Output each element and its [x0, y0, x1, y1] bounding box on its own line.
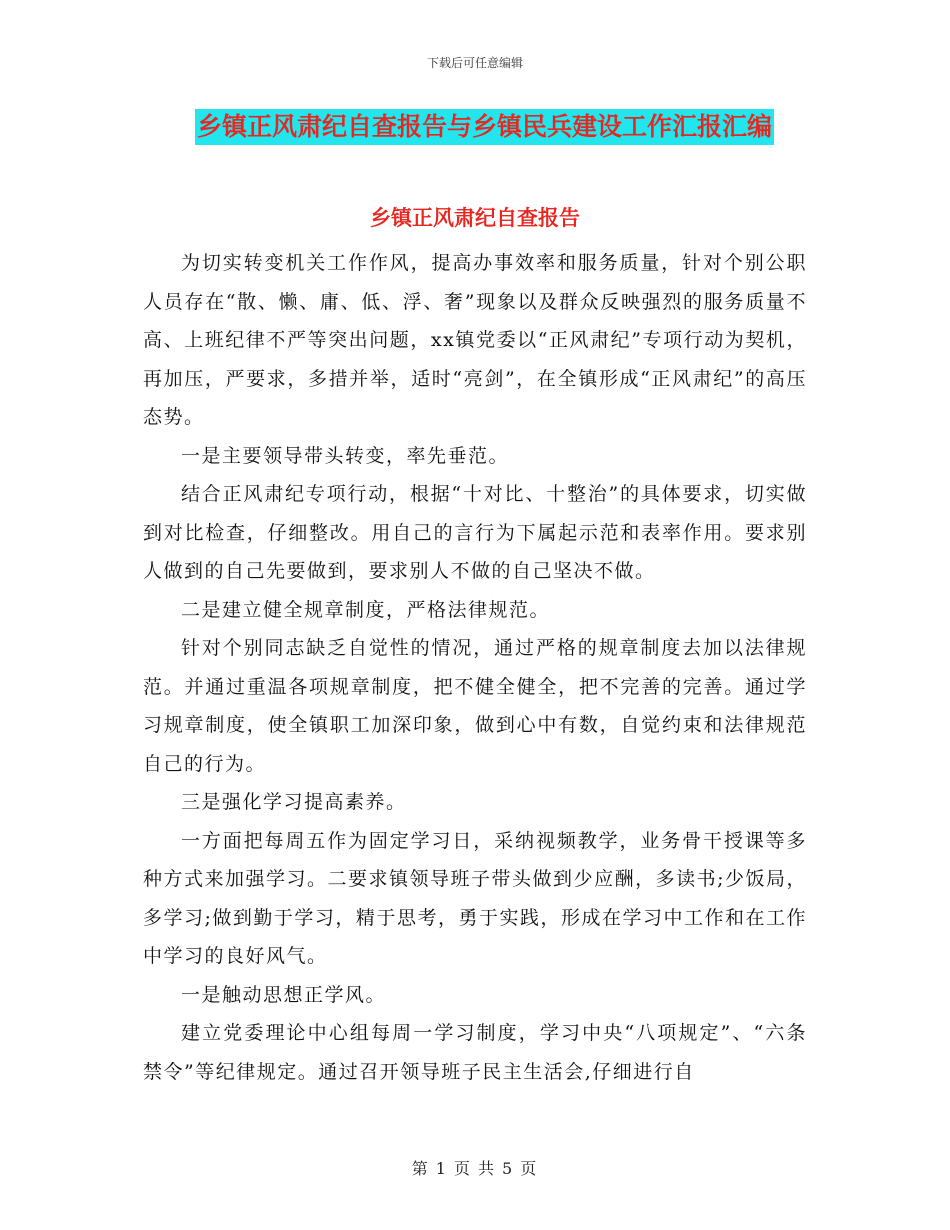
footer-page-word: 第 — [411, 1159, 430, 1178]
page-footer — [0, 1156, 950, 1179]
paragraph-heading-1: 一是主要领导带头转变，率先垂范。 — [181, 444, 510, 467]
section-title: 乡镇正风肃纪自查报告 — [370, 206, 580, 230]
paragraph: 针对个别同志缺乏自觉性的情况，通过严格的规章制度去加以法律规范。并通过重温各项规章制度，把不健全健全，把不完善的完善。通过学习规章制度，使全镇职工加深印象，做到心中有数，自觉约束和法律规范自己的行为。 — [143, 637, 807, 775]
paragraph-heading-4: 一是触动思想正学风。 — [181, 983, 387, 1006]
footer-total-word: 共 — [478, 1159, 497, 1178]
paragraph: 结合正风肃纪专项行动，根据“十对比、十整治”的具体要求，切实做到对比检查，仔细整改。用自己的言行为下属起示范和表率作用。要求别人做到的自己先要做到，要求别人不做的自己坚决不做。 — [143, 483, 807, 582]
paragraph-heading-2: 二是建立健全规章制度，严格法律规范。 — [181, 598, 551, 621]
document-title: 乡镇正风肃纪自查报告与乡镇民兵建设工作汇报汇编 — [195, 109, 774, 145]
header-note: 下载后可任意编辑 — [426, 56, 523, 70]
footer-page-unit: 页 — [453, 1159, 472, 1178]
footer-total-pages: 5 — [502, 1159, 515, 1178]
paragraph: 建立党委理论中心组每周一学习制度，学习中央“八项规定”、“六条禁令”等纪律规定。通过召开领导班子民主生活会,仔细进行自 — [143, 1022, 807, 1083]
paragraph-intro: 为切实转变机关工作作风，提高办事效率和服务质量，针对个别公职人员存在“散、懒、庸、低、浮、奢”现象以及群众反映强烈的服务质量不高、上班纪律不严等突出问题，xx镇党委以“正风肃纪”专项行动为契机，再加压，严要求，多措并举，适时“亮剑”，在全镇形成“正风肃纪”的高压态势。 — [143, 252, 807, 428]
document-body — [143, 244, 807, 1091]
footer-total-unit: 页 — [520, 1159, 539, 1178]
paragraph: 一方面把每周五作为固定学习日，采纳视频教学，业务骨干授课等多种方式来加强学习。二要求镇领导班子带头做到少应酬，多读书;少饭局，多学习;做到勤于学习，精于思考，勇于实践，形成在学习中工作和在工作中学习的良好风气。 — [143, 829, 807, 967]
paragraph-heading-3: 三是强化学习提高素养。 — [181, 791, 407, 813]
footer-page-number: 1 — [435, 1159, 448, 1178]
